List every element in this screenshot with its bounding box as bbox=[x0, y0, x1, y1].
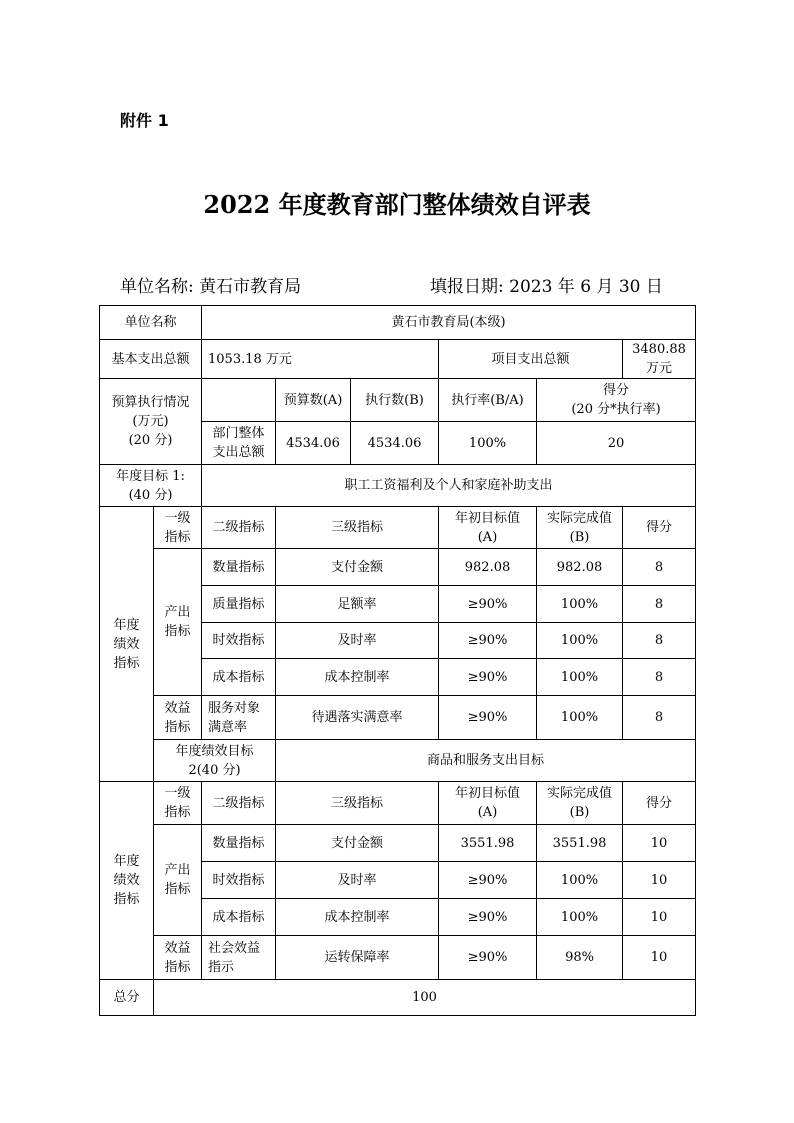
budget-col-exec: 执行数(B) bbox=[351, 379, 439, 422]
unit-line bbox=[120, 272, 301, 297]
evaluation-table bbox=[99, 305, 696, 1016]
goal1-row1-l2: 数量指标 bbox=[202, 549, 276, 586]
goal2-row1-l2: 数量指标 bbox=[202, 825, 276, 862]
budget-col-rate: 执行率(B/A) bbox=[439, 379, 537, 422]
goal2-h-level3: 三级指标 bbox=[276, 782, 439, 825]
goal1-row4-l2: 成本指标 bbox=[202, 659, 276, 696]
budget-col-budget: 预算数(A) bbox=[276, 379, 351, 422]
goal1-row4-l3: 成本控制率 bbox=[276, 659, 439, 696]
goal1-row3-l2: 时效指标 bbox=[202, 623, 276, 659]
goal1-row1-score: 8 bbox=[623, 549, 696, 586]
goal1-row2-target: ≥90% bbox=[439, 586, 537, 623]
goal2-row4-l2: 社会效益 指示 bbox=[202, 936, 276, 980]
goal2-group-label: 年度 绩效 指标 bbox=[100, 782, 154, 980]
project-expense-value: 3480.88 万元 bbox=[623, 340, 696, 379]
budget-col-score: 得分 (20 分*执行率) bbox=[537, 379, 696, 422]
budget-value: 4534.06 bbox=[276, 422, 351, 465]
exec-value: 4534.06 bbox=[351, 422, 439, 465]
total-label: 总分 bbox=[100, 980, 154, 1016]
goal1-row4-actual: 100% bbox=[537, 659, 623, 696]
budget-section-label: 预算执行情况 (万元) (20 分) bbox=[100, 379, 202, 465]
goal2-row4-l3: 运转保障率 bbox=[276, 936, 439, 980]
goal1-row1-l3: 支付金额 bbox=[276, 549, 439, 586]
goal1-output-label: 产出 指标 bbox=[154, 549, 202, 696]
page-title: 2022 年度教育部门整体绩效自评表 bbox=[203, 190, 591, 219]
goal1-row5-l2: 服务对象 满意率 bbox=[202, 696, 276, 740]
goal1-benefit-label: 效益 指标 bbox=[154, 696, 202, 740]
goal1-row4-target: ≥90% bbox=[439, 659, 537, 696]
goal1-h-level2: 二级指标 bbox=[202, 507, 276, 549]
goal2-h-level2: 二级指标 bbox=[202, 782, 276, 825]
goal2-row3-target: ≥90% bbox=[439, 899, 537, 936]
goal1-row2-actual: 100% bbox=[537, 586, 623, 623]
basic-expense-value: 1053.18 万元 bbox=[202, 340, 439, 379]
goal2-row3-l2: 成本指标 bbox=[202, 899, 276, 936]
goal2-row1-l3: 支付金额 bbox=[276, 825, 439, 862]
goal1-row2-l3: 足额率 bbox=[276, 586, 439, 623]
goal1-desc: 职工工资福利及个人和家庭补助支出 bbox=[202, 465, 696, 507]
budget-score-value: 20 bbox=[537, 422, 696, 465]
goal1-label: 年度目标 1: (40 分) bbox=[100, 465, 202, 507]
goal1-row3-actual: 100% bbox=[537, 623, 623, 659]
goal2-row1-actual: 3551.98 bbox=[537, 825, 623, 862]
goal1-row5-score: 8 bbox=[623, 696, 696, 740]
goal2-output-label: 产出 指标 bbox=[154, 825, 202, 936]
goal1-group-label: 年度 绩效 指标 bbox=[100, 507, 154, 782]
goal1-row5-actual: 100% bbox=[537, 696, 623, 740]
budget-row-label: 部门整体 支出总额 bbox=[202, 422, 276, 465]
goal2-row2-target: ≥90% bbox=[439, 862, 537, 899]
unit-name-value: 黄石市教育局(本级) bbox=[202, 306, 696, 340]
goal2-benefit-label: 效益 指标 bbox=[154, 936, 202, 980]
basic-expense-label: 基本支出总额 bbox=[100, 340, 202, 379]
goal1-h-level1: 一级 指标 bbox=[154, 507, 202, 549]
goal2-h-score: 得分 bbox=[623, 782, 696, 825]
goal1-row3-score: 8 bbox=[623, 623, 696, 659]
goal2-row4-actual: 98% bbox=[537, 936, 623, 980]
attachment-label: 附件 1 bbox=[120, 111, 169, 130]
goal2-desc: 商品和服务支出目标 bbox=[276, 740, 696, 782]
goal2-label: 年度绩效目标 2(40 分) bbox=[154, 740, 276, 782]
goal2-h-level1: 一级 指标 bbox=[154, 782, 202, 825]
unit-label: 单位名称: bbox=[120, 277, 194, 297]
goal2-h-actual: 实际完成值 (B) bbox=[537, 782, 623, 825]
unit-value: 黄石市教育局 bbox=[199, 277, 302, 297]
goal1-row1-target: 982.08 bbox=[439, 549, 537, 586]
goal2-row2-actual: 100% bbox=[537, 862, 623, 899]
goal1-row1-actual: 982.08 bbox=[537, 549, 623, 586]
goal2-row4-target: ≥90% bbox=[439, 936, 537, 980]
goal1-row2-l2: 质量指标 bbox=[202, 586, 276, 623]
goal1-row3-target: ≥90% bbox=[439, 623, 537, 659]
budget-blank-cell bbox=[202, 379, 276, 422]
goal2-row3-actual: 100% bbox=[537, 899, 623, 936]
goal1-h-actual: 实际完成值 (B) bbox=[537, 507, 623, 549]
project-expense-label: 项目支出总额 bbox=[439, 340, 623, 379]
goal2-row4-score: 10 bbox=[623, 936, 696, 980]
goal2-row3-score: 10 bbox=[623, 899, 696, 936]
date-line bbox=[430, 272, 663, 297]
goal2-row2-score: 10 bbox=[623, 862, 696, 899]
goal2-row1-target: 3551.98 bbox=[439, 825, 537, 862]
goal1-row2-score: 8 bbox=[623, 586, 696, 623]
goal2-row1-score: 10 bbox=[623, 825, 696, 862]
goal2-row2-l2: 时效指标 bbox=[202, 862, 276, 899]
date-value: 2023 年 6 月 30 日 bbox=[509, 277, 663, 297]
goal2-row3-l3: 成本控制率 bbox=[276, 899, 439, 936]
goal1-row5-l3: 待遇落实满意率 bbox=[276, 696, 439, 740]
rate-value: 100% bbox=[439, 422, 537, 465]
total-value: 100 bbox=[154, 980, 696, 1016]
goal2-row2-l3: 及时率 bbox=[276, 862, 439, 899]
goal1-row3-l3: 及时率 bbox=[276, 623, 439, 659]
date-label: 填报日期: bbox=[430, 277, 504, 297]
unit-name-label: 单位名称 bbox=[100, 306, 202, 340]
goal1-row5-target: ≥90% bbox=[439, 696, 537, 740]
goal1-h-target: 年初目标值 (A) bbox=[439, 507, 537, 549]
goal1-h-level3: 三级指标 bbox=[276, 507, 439, 549]
goal1-h-score: 得分 bbox=[623, 507, 696, 549]
goal2-h-target: 年初目标值 (A) bbox=[439, 782, 537, 825]
goal1-row4-score: 8 bbox=[623, 659, 696, 696]
